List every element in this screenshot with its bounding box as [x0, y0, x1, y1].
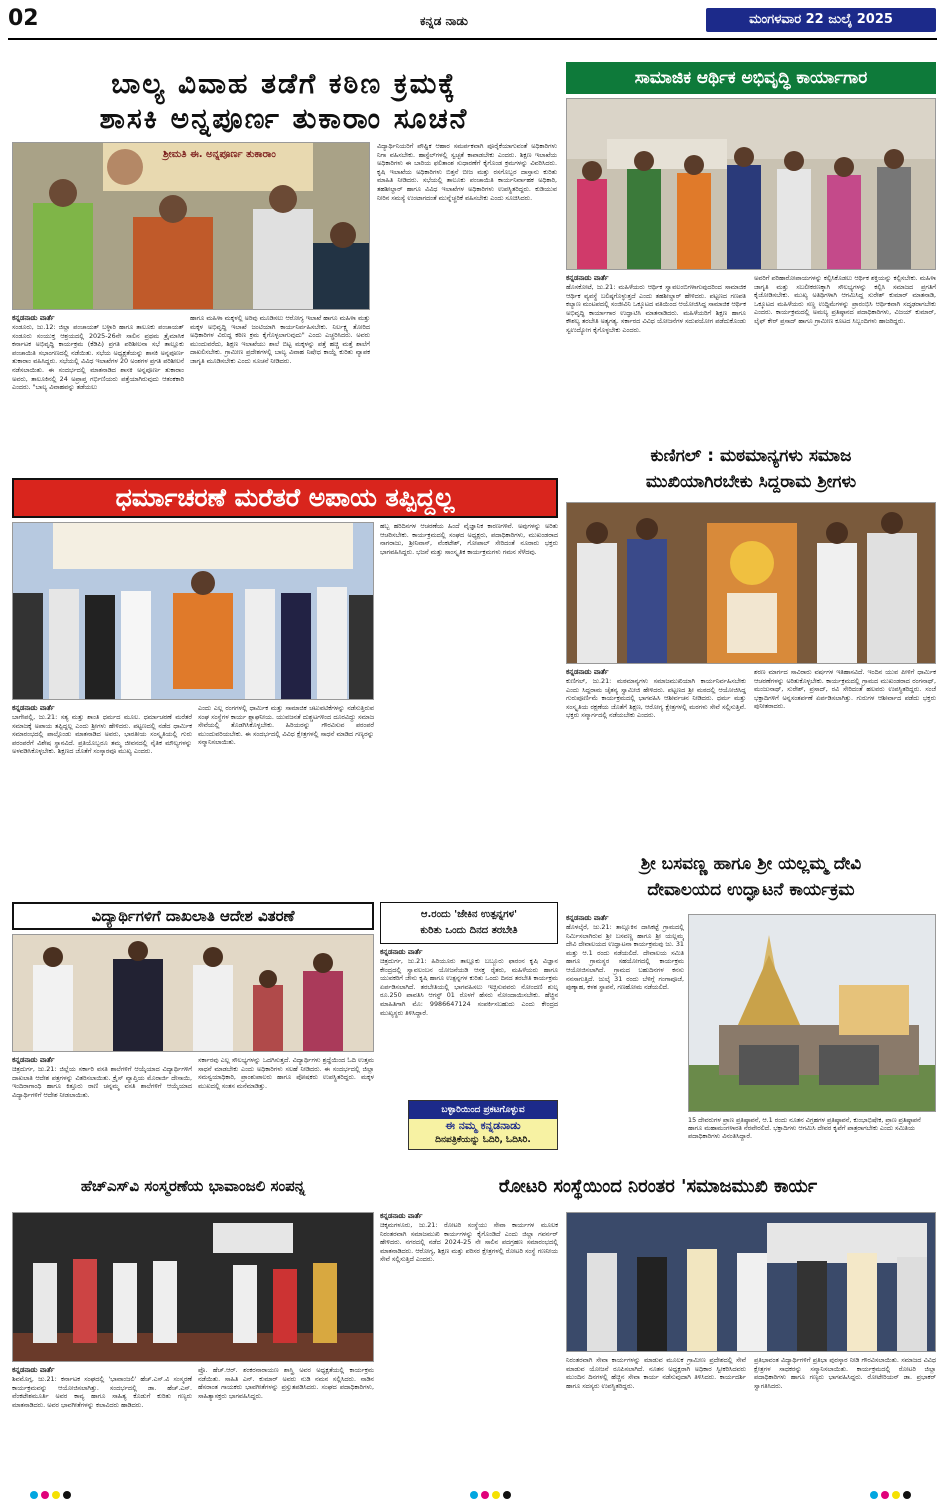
story2-dateline: ಕನ್ನಡನಾಡು ವಾರ್ತೆ	[566, 274, 609, 282]
cyan-dot	[870, 1491, 878, 1499]
story5-headline	[566, 848, 936, 906]
story3-column-1	[566, 668, 746, 844]
registration-marks-right	[870, 1484, 914, 1503]
story7-headline	[380, 902, 558, 944]
issue-date: ಮಂಗಳವಾರ 22 ಜುಲೈ 2025	[706, 8, 936, 32]
story2-column-2: ಅವರಿಗೆ ಪರಿಹಾರೋಪಾಯಗಳನ್ನು ಕಲ್ಪಿಸಿಕೊಡಲು ಆರ್ಥಿಕ ಶಕ್ತಿಯನ್ನು ಕಲ್ಪಿಸಬೇಕು. ಮಹಿಳಾ ಜಾಗೃತಿ ಮತ್ತು ಸಬಲೀಕರಣಕ್ಕಾಗಿ ಸೌಲಭ್ಯಗಳನ್ನು ಕಲ್ಪಿಸಿ ಸಮಾಜದ ಪ್ರಗತಿಗೆ ಕೈಜೋಡಿಸಬೇಕು. ಮುಖ್ಯ ಅತಿಥಿಗಳಾಗಿ ಆಗಮಿಸಿದ್ದ ಸುರೇಶ್ ಕುಮಾರ್ ಮಾತನಾಡಿ, ಒಕ್ಕೂಟದ ಮಹಿಳೆಯರು ಸಣ್ಣ ಉದ್ದಿಮೆಗಳನ್ನು ಪ್ರಾರಂಭಿಸಿ ಆರ್ಥಿಕವಾಗಿ ಸದೃಢರಾಗಬೇಕು ಎಂದರು. ಕಾರ್ಯಕ್ರಮದಲ್ಲಿ ಅಮಲ್ಯ ಪ್ರತಿಷ್ಠಾನದ ಪದಾಧಿಕಾರಿಗಳು, ವಿಜಯ್ ಕುಮಾರ್, ಲೈಫ್ ಕೇರ್ ಪ್ರಸಾದ್ ಹಾಗೂ ಗ್ರಾಮೀಣ ಕೂಟದ ಸಿಬ್ಬಂದಿಗಳು ಹಾಜರಿದ್ದರು.	[754, 274, 936, 325]
story3-body-1: ಕುಣಿಗಲ್, ಜು.21: ಮಠಮಾನ್ಯಗಳು ಸಮಾಜಮುಖಿಯಾಗಿ ಕಾರ್ಯನಿರ್ವಹಿಸಬೇಕು ಎಂದು ಸಿದ್ದರಾಮ ಚೈತನ್ಯ ಸ್ವಾಮೀಜಿ ಹೇಳಿದರು. ಪಟ್ಟಣದ ಶ್ರೀ ಮಠದಲ್ಲಿ ಆಯೋಜಿಸಿದ್ದ ಗುರುಪೂರ್ಣಿಮೆ ಕಾರ್ಯಕ್ರಮದಲ್ಲಿ ಭಾಗವಹಿಸಿ ಆಶೀರ್ವಚನ ನೀಡಿದರು. ಧರ್ಮ ಮತ್ತು ಸಂಸ್ಕೃತಿಯ ರಕ್ಷಣೆಯ ಜೊತೆಗೆ ಶಿಕ್ಷಣ, ಆರೋಗ್ಯ ಕ್ಷೇತ್ರಗಳಲ್ಲಿ ಮಠಗಳು ಸೇವೆ ಸಲ್ಲಿಸುತ್ತಿವೆ. ಭಕ್ತರು ಸನ್ಮಾರ್ಗದಲ್ಲಿ ನಡೆಯಬೇಕು ಎಂದರು.	[566, 677, 746, 720]
magenta-dot	[41, 1491, 49, 1499]
story9-body-1: ಚಿಕ್ಕಮಗಳೂರು, ಜು.21: ರೋಟರಿ ಸಂಸ್ಥೆಯು ಸೇವಾ ಕಾರ್ಯಗಳ ಮೂಲಕ ನಿರಂತರವಾಗಿ ಸಮಾಜಮುಖಿ ಕಾರ್ಯಗಳನ್ನು ಕೈಗೊಂಡಿದೆ ಎಂದು ಜಿಲ್ಲಾ ಗವರ್ನರ್ ಹೇಳಿದರು. ನಗರದಲ್ಲಿ ನಡೆದ 2024-25 ನೇ ಸಾಲಿನ ಪದಗ್ರಹಣ ಸಮಾರಂಭದಲ್ಲಿ ಮಾತನಾಡಿದರು. ಆರೋಗ್ಯ, ಶಿಕ್ಷಣ ಮತ್ತು ಪರಿಸರ ಕ್ಷೇತ್ರಗಳಲ್ಲಿ ರೋಟರಿ ಸಂಸ್ಥೆ ಗಣನೀಯ ಸೇವೆ ಸಲ್ಲಿಸುತ್ತಿದೆ ಎಂದರು.	[380, 1221, 558, 1264]
story8-body-1: ಶಿವಮೊಗ್ಗ, ಜು.21: ಕರ್ನಾಟಕ ಸಂಘದಲ್ಲಿ 'ಭಾವಾಂಜಲಿ' ಹೆಚ್.ಎಸ್.ವಿ ಸಂಸ್ಮರಣೆ ಕಾರ್ಯಕ್ರಮವನ್ನು ಆಯೋಜಿಸಲಾಗಿತ್ತು. ಸಂದರ್ಭದಲ್ಲಿ ಡಾ. ಹೆಚ್.ಎಸ್. ವೆಂಕಟೇಶಮೂರ್ತಿ ಅವರ ಕಾವ್ಯ ಹಾಗೂ ಸಾಹಿತ್ಯ ಕೊಡುಗೆ ಕುರಿತು ಗಣ್ಯರು ಮಾತನಾಡಿದರು. ಅವರ ಭಾವಗೀತೆಗಳನ್ನು ಕಲಾವಿದರು ಹಾಡಿದರು.	[12, 1375, 192, 1409]
story3-photo	[566, 502, 936, 664]
story7-headline-line2: ಕುರಿತು ಒಂದು ದಿನದ ತರಬೇತಿ	[420, 925, 518, 936]
story8-photo	[12, 1212, 374, 1362]
story3-headline-line2: ಮುಖಿಯಾಗಿರಬೇಕು ಸಿದ್ದರಾಮ ಶ್ರೀಗಳು	[645, 472, 857, 492]
story2-headline: ಸಾಮಾಜಿಕ ಆರ್ಥಿಕ ಅಭಿವೃದ್ಧಿ ಕಾರ್ಯಾಗಾರ	[566, 62, 936, 94]
story5-headline-line1: ಶ್ರೀ ಬಸವಣ್ಣ ಹಾಗೂ ಶ್ರೀ ಯಲ್ಲಮ್ಮ ದೇವಿ	[640, 854, 862, 874]
story5-column-1	[566, 914, 684, 1146]
black-dot	[903, 1491, 911, 1499]
story5-temple-photo	[688, 914, 936, 1112]
story4-body-1: ಬಾಗೇಪಲ್ಲಿ, ಜು.21: ಸತ್ಯ ಮತ್ತು ಶಾಂತಿ ಧರ್ಮದ ಮೂಲ. ಧರ್ಮಾಚರಣೆ ಮರೆತರೆ ಸಮಾಜಕ್ಕೆ ಅಪಾಯ ತಪ್ಪಿದ್ದಲ್ಲ ಎಂದು ಶ್ರೀಗಳು ಹೇಳಿದರು. ಪಟ್ಟಣದಲ್ಲಿ ನಡೆದ ಧಾರ್ಮಿಕ ಸಮಾರಂಭದಲ್ಲಿ ಪಾಲ್ಗೊಂಡು ಮಾತನಾಡಿದ ಅವರು, ಭಾರತೀಯ ಸಂಸ್ಕೃತಿಯಲ್ಲಿ ಗುರು ಪರಂಪರೆಗೆ ವಿಶೇಷ ಸ್ಥಾನವಿದೆ. ಪ್ರತಿಯೊಬ್ಬರೂ ತಮ್ಮ ಜೀವನದಲ್ಲಿ ನೈತಿಕ ಮೌಲ್ಯಗಳನ್ನು ಅಳವಡಿಸಿಕೊಳ್ಳಬೇಕು. ಶಿಕ್ಷಣದ ಜೊತೆಗೆ ಸಂಸ್ಕಾರವೂ ಮುಖ್ಯ ಎಂದರು.	[12, 713, 192, 756]
story8-column-1	[12, 1366, 192, 1458]
story2-body-1: ಹೊಸಕೋಟೆ, ಜು.21: ಮಹಿಳೆಯರು ಆರ್ಥಿಕ ಸ್ವಾವಲಂಬಿಗಳಾಗುವುದರಿಂದ ಸಾಮಾಜಿಕ ಆರ್ಥಿಕ ವ್ಯವಸ್ಥೆ ಬಲಿಷ್ಠಗೊಳ್ಳುತ್ತದೆ ಎಂದು ತಹಶೀಲ್ದಾರ್ ಹೇಳಿದರು. ಪಟ್ಟಣದ ಗಣಪತಿ ಕಲ್ಯಾಣ ಮಂಟಪದಲ್ಲಿ ಸಂಜೀವಿನಿ ಒಕ್ಕೂಟದ ವತಿಯಿಂದ ಆಯೋಜಿಸಿದ್ದ ಸಾಮಾಜಿಕ ಆರ್ಥಿಕ ಅಭಿವೃದ್ಧಿ ಕಾರ್ಯಾಗಾರ ಉದ್ಘಾಟಿಸಿ ಮಾತನಾಡಿದರು. ಮಹಿಳೆಯರಿಗೆ ಶಿಕ್ಷಣ ಹಾಗೂ ಕೌಶಲ್ಯ ತರಬೇತಿ ಅತ್ಯಗತ್ಯ. ಸರ್ಕಾರದ ವಿವಿಧ ಯೋಜನೆಗಳ ಸದುಪಯೋಗ ಪಡೆದುಕೊಂಡು ಸ್ವಉದ್ಯೋಗ ಕೈಗೊಳ್ಳಬೇಕು ಎಂದರು.	[566, 283, 746, 334]
black-dot	[63, 1491, 71, 1499]
story1-headline-line1: ಬಾಲ್ಯ ವಿವಾಹ ತಡೆಗೆ ಕಠಿಣ ಕ್ರಮಕ್ಕೆ	[111, 67, 457, 100]
magenta-dot	[881, 1491, 889, 1499]
header-rule	[8, 38, 937, 40]
story3-dateline: ಕನ್ನಡನಾಡು ವಾರ್ತೆ	[566, 668, 609, 676]
story5-caption: 15 ದೇವರುಗಳ ಪ್ರಾಣ ಪ್ರತಿಷ್ಠಾಪನೆ, ಆ.1 ರಂದು ನೂತನ ವಿಗ್ರಹಗಳ ಪ್ರತಿಷ್ಠಾಪನೆ, ಕುಂಭಾಭಿಷೇಕ, ಪ್ರಾಣ ಪ್ರತಿಷ್ಠಾಪನೆ ಹಾಗೂ ಮಹಾಮಂಗಳಾರತಿ ನೆರವೇರಲಿದೆ. ಭಕ್ತಾದಿಗಳು ಆಗಮಿಸಿ ದೇವರ ಕೃಪೆಗೆ ಪಾತ್ರರಾಗಬೇಕು ಎಂದು ಸಮಿತಿಯ ಪದಾಧಿಕಾರಿಗಳು ವಿನಂತಿಸಿದ್ದಾರೆ.	[688, 1116, 921, 1140]
story6-photo	[12, 934, 374, 1052]
story1-column-3: ವಿದ್ಯಾರ್ಥಿನಿಯರಿಗೆ ಪೌಷ್ಟಿಕ ಆಹಾರ ಸಮರ್ಪಕವಾಗಿ ಪೂರೈಕೆಯಾಗುವಂತೆ ಅಧಿಕಾರಿಗಳು ನಿಗಾ ವಹಿಸಬೇಕು. ಹಾಸ್ಟೆಲ್‌ಗಳಲ್ಲಿ ಸ್ವಚ್ಛತೆ ಕಾಪಾಡಬೇಕು ಎಂದರು. ಶಿಕ್ಷಣ ಇಲಾಖೆಯ ಅಧಿಕಾರಿಗಳು ಈ ಬಾರಿಯ ಫಲಿತಾಂಶ ಸುಧಾರಣೆಗೆ ಕೈಗೊಂಡ ಕ್ರಮಗಳನ್ನು ವಿವರಿಸಿದರು. ಕೃಷಿ ಇಲಾಖೆಯ ಅಧಿಕಾರಿಗಳು ಬಿತ್ತನೆ ಬೀಜ ಮತ್ತು ರಸಗೊಬ್ಬರ ದಾಸ್ತಾನು ಕುರಿತು ಮಾಹಿತಿ ನೀಡಿದರು. ಸಭೆಯಲ್ಲಿ ತಾಲೂಕು ಪಂಚಾಯಿತಿ ಕಾರ್ಯನಿರ್ವಾಹಕ ಅಧಿಕಾರಿ, ತಹಶೀಲ್ದಾರ್ ಹಾಗೂ ವಿವಿಧ ಇಲಾಖೆಗಳ ಅಧಿಕಾರಿಗಳು ಉಪಸ್ಥಿತರಿದ್ದರು. ಕುಡಿಯುವ ನೀರಿನ ಸಮಸ್ಯೆ ಉಂಟಾಗದಂತೆ ಮುನ್ನೆಚ್ಚರಿಕೆ ವಹಿಸಬೇಕು ಎಂದು ಸೂಚಿಸಿದರು.	[377, 142, 557, 202]
story7-headline-line1: ಆ.ರಂದು 'ಜೇಕಿನ ಉತ್ಪನ್ನಗಳ'	[420, 909, 518, 920]
story6-headline: ವಿದ್ಯಾರ್ಥಿಗಳಿಗೆ ದಾಖಲಾತಿ ಆದೇಶ ವಿತರಣೆ	[12, 902, 374, 930]
story4-headline: ಧರ್ಮಾಚರಣೆ ಮರೆತರೆ ಅಪಾಯ ತಪ್ಪಿದ್ದಲ್ಲ	[12, 478, 558, 518]
story4-column-2: ಎಂದು ಎಲ್ಲ ರಂಗಗಳಲ್ಲಿ ಧಾರ್ಮಿಕ ಮತ್ತು ಸಾಮಾಜಿಕ ಚಟುವಟಿಕೆಗಳನ್ನು ನಡೆಸುತ್ತಿರುವ ಸಂಘ ಸಂಸ್ಥೆಗಳ ಕಾರ್ಯ ಶ್ಲಾಘನೀಯ. ಯುವಜನತೆ ದುಶ್ಚಟಗಳಿಂದ ದೂರವಿದ್ದು ಸಮಾಜ ಸೇವೆಯಲ್ಲಿ ತೊಡಗಿಸಿಕೊಳ್ಳಬೇಕು. ಹಿರಿಯರನ್ನು ಗೌರವಿಸುವ ಪರಂಪರೆ ಮುಂದುವರಿಯಬೇಕು. ಈ ಸಂದರ್ಭದಲ್ಲಿ ವಿವಿಧ ಕ್ಷೇತ್ರಗಳಲ್ಲಿ ಸಾಧನೆ ಮಾಡಿದ ಗಣ್ಯರನ್ನು ಸನ್ಮಾನಿಸಲಾಯಿತು.	[198, 704, 374, 747]
cyan-dot	[470, 1491, 478, 1499]
story1-headline	[10, 66, 558, 136]
story6-dateline: ಕನ್ನಡನಾಡು ವಾರ್ತೆ	[12, 1056, 55, 1064]
story7-column-1	[380, 948, 558, 1098]
story5-dateline: ಕನ್ನಡನಾಡು ವಾರ್ತೆ	[566, 914, 609, 922]
story6-column-2: ಸರ್ಕಾರವು ಎಲ್ಲ ಸೌಲಭ್ಯಗಳನ್ನು ಒದಗಿಸುತ್ತದೆ. ವಿದ್ಯಾರ್ಥಿಗಳು ಶ್ರದ್ಧೆಯಿಂದ ಓದಿ ಉತ್ತಮ ಸಾಧನೆ ಮಾಡಬೇಕು ಎಂದು ಅಧಿಕಾರಿಗಳು ಸಲಹೆ ನೀಡಿದರು. ಈ ಸಂದರ್ಭದಲ್ಲಿ ಜಿಲ್ಲಾ ಸಮನ್ವಯಾಧಿಕಾರಿ, ಪ್ರಾಂಶುಪಾಲರು ಹಾಗೂ ಪೋಷಕರು ಉಪಸ್ಥಿತರಿದ್ದರು. ಮಕ್ಕಳ ಮುಖದಲ್ಲಿ ಸಂತಸ ಮನೆಮಾಡಿತ್ತು.	[198, 1056, 374, 1090]
story4-photo	[12, 522, 374, 700]
yellow-dot	[52, 1491, 60, 1499]
magenta-dot	[481, 1491, 489, 1499]
story3-column-2: ಶರಣ ಮಾರ್ಗದ ಸಾವಿರಾರು ವರ್ಷಗಳ ಇತಿಹಾಸವಿದೆ. ಇಂದಿನ ಯುವ ಪೀಳಿಗೆ ಧಾರ್ಮಿಕ ಆಚರಣೆಗಳನ್ನು ಅರಿತುಕೊಳ್ಳಬೇಕು. ಕಾರ್ಯಕ್ರಮದಲ್ಲಿ ಗ್ರಾಮದ ಮುಖಂಡರಾದ ರಂಗನಾಥ್, ಮಂಜುನಾಥ್, ಸುರೇಶ್, ಪ್ರಸಾದ್, ರವಿ ಸೇರಿದಂತೆ ಹಲವರು ಉಪಸ್ಥಿತರಿದ್ದರು. ಸಂಜೆ ಭಕ್ತಾದಿಗಳಿಗೆ ಅನ್ನಸಂತರ್ಪಣೆ ಏರ್ಪಡಿಸಲಾಗಿತ್ತು. ಗುರುಗಳ ಆಶೀರ್ವಾದ ಪಡೆದು ಭಕ್ತರು ಪುನೀತರಾದರು.	[754, 668, 936, 711]
black-dot	[503, 1491, 511, 1499]
story1-column-1	[12, 314, 184, 470]
story4-dateline: ಕನ್ನಡನಾಡು ವಾರ್ತೆ	[12, 704, 55, 712]
promo-ad-line3: ದಿನಪತ್ರಿಕೆಯನ್ನು ಓದಿರಿ, ಓದಿಸಿರಿ.	[435, 1135, 531, 1145]
story5-headline-line2: ದೇವಾಲಯದ ಉದ್ಘಾಟನೆ ಕಾರ್ಯಕ್ರಮ	[647, 880, 855, 900]
registration-marks-left	[30, 1484, 74, 1503]
story9-column-3: ಪ್ರತಿಭಾವಂತ ವಿದ್ಯಾರ್ಥಿಗಳಿಗೆ ಪ್ರತಿಭಾ ಪುರಸ್ಕಾರ ನೀಡಿ ಗೌರವಿಸಲಾಯಿತು. ಸಮಾಜದ ವಿವಿಧ ಕ್ಷೇತ್ರಗಳ ಸಾಧಕರನ್ನು ಸನ್ಮಾನಿಸಲಾಯಿತು. ಕಾರ್ಯಕ್ರಮದಲ್ಲಿ ರೋಟರಿ ಜಿಲ್ಲಾ ಪದಾಧಿಕಾರಿಗಳು ಹಾಗೂ ಗಣ್ಯರು ಭಾಗವಹಿಸಿದ್ದರು. ರೋಟೇರಿಯನ್ ಡಾ. ಪ್ರಭಾಕರ್ ಸ್ವಾಗತಿಸಿದರು.	[754, 1356, 936, 1390]
story2-photo	[566, 98, 936, 270]
story9-photo	[566, 1212, 936, 1352]
cyan-dot	[30, 1491, 38, 1499]
promo-ad	[408, 1100, 558, 1150]
promo-ad-line2: ಈ ನಮ್ಮ ಕನ್ನಡನಾಡು	[445, 1119, 521, 1132]
story1-body-1: ಸಂಡೂರು, ಜು.12: ಜಿಲ್ಲಾ ಪಂಚಾಯತ್ ಬಳ್ಳಾರಿ ಹಾಗೂ ತಾಲೂಕು ಪಂಚಾಯತ್ ಸಂಡೂರು ಸಂಯುಕ್ತ ಆಶ್ರಯದಲ್ಲಿ 2025-26ನೇ ಸಾಲಿನ ಪ್ರಥಮ ತ್ರೈಮಾಸಿಕ ಕರ್ನಾಟಕ ಅಭಿವೃದ್ಧಿ ಕಾರ್ಯಕ್ರಮ (ಕೆಡಿಪಿ) ಪ್ರಗತಿ ಪರಿಶೀಲನಾ ಸಭೆ ತಾಲ್ಲೂಕು ಪಂಚಾಯಿತಿ ಸಭಾಂಗಣದಲ್ಲಿ ನಡೆಯಿತು. ಸಭೆಯ ಅಧ್ಯಕ್ಷತೆಯನ್ನು ಶಾಸಕಿ ಅನ್ನಪೂರ್ಣ ತುಕಾರಾಂ ವಹಿಸಿದ್ದರು. ಸಭೆಯಲ್ಲಿ ವಿವಿಧ ಇಲಾಖೆಗಳ 20 ಅಂಶಗಳ ಪ್ರಗತಿ ಪರಿಶೀಲನೆ ನಡೆಸಲಾಯಿತು. ಈ ಸಂದರ್ಭದಲ್ಲಿ ಮಾತನಾಡಿದ ಶಾಸಕಿ ಅನ್ನಪೂರ್ಣ ತುಕಾರಾಂ ಅವರು, ತಾಲೂಕಿನಲ್ಲಿ 24 ಅಪ್ರಾಪ್ತ ಗರ್ಭಿಣಿಯರು ಪತ್ತೆಯಾಗಿರುವುದು ಆತಂಕಕಾರಿ ಎಂದರು. "ಬಾಲ್ಯ ವಿವಾಹವನ್ನು ತಡೆಯಲು	[12, 323, 184, 392]
story9-column-1	[380, 1212, 558, 1458]
story3-headline	[566, 440, 936, 498]
story9-headline: ರೋಟರಿ ಸಂಸ್ಥೆಯಿಂದ ನಿರಂತರ 'ಸಮಾಜಮುಖಿ ಕಾರ್ಯ	[380, 1166, 936, 1206]
story9-column-2: ನಿರಂತರವಾಗಿ ಸೇವಾ ಕಾರ್ಯಗಳನ್ನು ಮಾಡುವ ಮೂಲಕ ಗ್ರಾಮೀಣ ಪ್ರದೇಶದಲ್ಲಿ ಸೇವೆ ಮಾಡುವ ಯೋಜನೆ ರೂಪಿಸಲಾಗಿದೆ. ನೂತನ ಅಧ್ಯಕ್ಷರಾಗಿ ಅಧಿಕಾರ ಸ್ವೀಕರಿಸಿದವರು ಮುಂದಿನ ದಿನಗಳಲ್ಲಿ ಹೆಚ್ಚಿನ ಸೇವಾ ಕಾರ್ಯ ನಡೆಸುವುದಾಗಿ ತಿಳಿಸಿದರು. ಕಾರ್ಯದರ್ಶಿ ಹಾಗೂ ಸದಸ್ಯರು ಉಪಸ್ಥಿತರಿದ್ದರು.	[566, 1356, 746, 1390]
story4-column-1	[12, 704, 192, 896]
story1-headline-line2: ಶಾಸಕಿ ಅನ್ನಪೂರ್ಣ ತುಕಾರಾಂ ಸೂಚನೆ	[99, 102, 469, 135]
story1-photo-banner: ಶ್ರೀಮತಿ ಈ. ಅನ್ನಪೂರ್ಣ ತುಕಾರಾಂ	[163, 149, 276, 160]
story6-column-1	[12, 1056, 192, 1160]
masthead: ಕನ್ನಡ ನಾಡು	[420, 14, 468, 28]
yellow-dot	[892, 1491, 900, 1499]
promo-ad-line1: ಬಳ್ಳಾರಿಯಿಂದ ಪ್ರಕಟಗೊಳ್ಳುವ	[409, 1101, 557, 1119]
story7-dateline: ಕನ್ನಡನಾಡು ವಾರ್ತೆ	[380, 948, 423, 956]
story1-photo	[12, 142, 370, 310]
yellow-dot	[492, 1491, 500, 1499]
story5-body-1: ಹೊಳಲ್ಕೆರೆ, ಜು.21: ತಾಲ್ಲೂಕಿನ ದಾಸಿಕಟ್ಟೆ ಗ್ರಾಮದಲ್ಲಿ ನಿರ್ಮಿಸಲಾಗಿರುವ ಶ್ರೀ ಬಸವಣ್ಣ ಹಾಗೂ ಶ್ರೀ ಯಲ್ಲಮ್ಮ ದೇವಿ ದೇವಾಲಯದ ಉದ್ಘಾಟನಾ ಕಾರ್ಯಕ್ರಮವು ಜು. 31 ಮತ್ತು ಆ.1 ರಂದು ನಡೆಯಲಿದೆ. ದೇವಾಲಯ ಸಮಿತಿ ಹಾಗೂ ಗ್ರಾಮಸ್ಥರ ಸಹಯೋಗದಲ್ಲಿ ಕಾರ್ಯಕ್ರಮ ಆಯೋಜಿಸಲಾಗಿದೆ. ಗ್ರಾಮದ ಬಹುದಿನಗಳ ಕನಸು ನನಸಾಗುತ್ತಿದೆ. ಜುಲೈ 31 ರಂದು ಬೆಳಿಗ್ಗೆ ಗಂಗಾಪೂಜೆ, ಪುಣ್ಯಾಹ, ಕಳಶ ಸ್ಥಾಪನೆ, ಗಣಹೋಮ ನಡೆಯಲಿದೆ.	[566, 923, 684, 992]
registration-marks-center	[470, 1484, 514, 1503]
story8-dateline: ಕನ್ನಡನಾಡು ವಾರ್ತೆ	[12, 1366, 55, 1374]
story8-headline: ಹೆಚ್‌ಎಸ್‌ವಿ ಸಂಸ್ಮರಣೆಯ ಭಾವಾಂಜಲಿ ಸಂಪನ್ನ	[12, 1166, 374, 1206]
story1-dateline: ಕನ್ನಡನಾಡು ವಾರ್ತೆ	[12, 314, 55, 322]
story8-column-2: ಪ್ರೊ. ಹೆಚ್.ಆರ್. ಶಂಕರನಾರಾಯಣ ಶಾಸ್ತ್ರಿ ಅವರ ಅಧ್ಯಕ್ಷತೆಯಲ್ಲಿ ಕಾರ್ಯಕ್ರಮ ನಡೆಯಿತು. ಸಾಹಿತಿ ಎನ್. ಕುಮಾರ್ ಅವರು ನುಡಿ ನಮನ ಸಲ್ಲಿಸಿದರು. ನಾಡಿನ ಹೆಸರಾಂತ ಗಾಯಕರು ಭಾವಗೀತೆಗಳನ್ನು ಪ್ರಸ್ತುತಪಡಿಸಿದರು. ಸಂಘದ ಪದಾಧಿಕಾರಿಗಳು, ಸಾಹಿತ್ಯಾಸಕ್ತರು ಭಾಗವಹಿಸಿದ್ದರು.	[198, 1366, 374, 1400]
story1-column-2: ಹಾಗೂ ಮಹಿಳಾ ಮಕ್ಕಳಲ್ಲಿ ಅರಿವು ಮೂಡಿಸಲು ಆರೋಗ್ಯ ಇಲಾಖೆ ಹಾಗೂ ಮಹಿಳಾ ಮತ್ತು ಮಕ್ಕಳ ಅಭಿವೃದ್ಧಿ ಇಲಾಖೆ ಜಂಟಿಯಾಗಿ ಕಾರ್ಯನಿರ್ವಹಿಸಬೇಕು. ನಿರ್ಲಕ್ಷ್ಯ ತೋರಿದ ಅಧಿಕಾರಿಗಳ ವಿರುದ್ಧ ಕಠಿಣ ಕ್ರಮ ಕೈಗೊಳ್ಳಲಾಗುವುದು" ಎಂದು ಎಚ್ಚರಿಸಿದರು. ಅವರು ಮುಂದುವರೆದು, ಶಿಕ್ಷಣ ಇಲಾಖೆಯು ಶಾಲೆ ಬಿಟ್ಟ ಮಕ್ಕಳನ್ನು ಪತ್ತೆ ಹಚ್ಚಿ ಮತ್ತೆ ಶಾಲೆಗೆ ದಾಖಲಿಸಬೇಕು. ಗ್ರಾಮೀಣ ಪ್ರದೇಶಗಳಲ್ಲಿ ಬಾಲ್ಯ ವಿವಾಹ ನಿಷೇಧ ಕಾಯ್ದೆ ಕುರಿತು ವ್ಯಾಪಕ ಜಾಗೃತಿ ಮೂಡಿಸಬೇಕು ಎಂದು ಸೂಚನೆ ನೀಡಿದರು.	[190, 314, 370, 365]
page-number: 02	[8, 6, 39, 31]
story3-headline-line1: ಕುಣಿಗಲ್ : ಮಠಮಾನ್ಯಗಳು ಸಮಾಜ	[650, 446, 852, 466]
story7-body-1: ಚಿತ್ರದುರ್ಗ, ಜು.21: ಹಿರಿಯೂರು ತಾಲ್ಲೂಕು ಬಬ್ಬೂರು ಫಾರಂನ ಕೃಷಿ ವಿಜ್ಞಾನ ಕೇಂದ್ರದಲ್ಲಿ ಸ್ವಾವಲಂಬನ ಯೋಜನೆಯಡಿ ಆಸಕ್ತ ರೈತರು, ಮಹಿಳೆಯರು ಹಾಗೂ ಯುವಕರಿಗೆ ಜೇನು ಕೃಷಿ ಹಾಗೂ ಉತ್ಪನ್ನಗಳ ಕುರಿತು ಒಂದು ದಿನದ ತರಬೇತಿ ಕಾರ್ಯಕ್ರಮ ಏರ್ಪಡಿಸಲಾಗಿದೆ. ತರಬೇತಿಯಲ್ಲಿ ಭಾಗವಹಿಸಲು ಇಚ್ಛಿಸುವವರು ನೋಂದಣಿ ಶುಲ್ಕ ರೂ.250 ಪಾವತಿಸಿ ಆಗಸ್ಟ್ 01 ರೊಳಗೆ ಹೆಸರು ನೋಂದಾಯಿಸಬೇಕು. ಹೆಚ್ಚಿನ ಮಾಹಿತಿಗಾಗಿ ಮೊ: 9986647124 ಸಂಪರ್ಕಿಸಬಹುದು ಎಂದು ಕೇಂದ್ರದ ಮುಖ್ಯಸ್ಥರು ತಿಳಿಸಿದ್ದಾರೆ.	[380, 957, 558, 1017]
story4-column-3: ಹಬ್ಬ ಹರಿದಿನಗಳ ಆಚರಣೆಯ ಹಿಂದೆ ವೈಜ್ಞಾನಿಕ ಕಾರಣಗಳಿವೆ. ಅವುಗಳನ್ನು ಅರಿತು ಆಚರಿಸಬೇಕು. ಕಾರ್ಯಕ್ರಮದಲ್ಲಿ ಸಂಘದ ಅಧ್ಯಕ್ಷರು, ಪದಾಧಿಕಾರಿಗಳು, ಮುಖಂಡರಾದ ನಾಗರಾಜು, ಶ್ರೀನಿವಾಸ್, ವೆಂಕಟೇಶ್, ಗೋಪಾಲ್ ಸೇರಿದಂತೆ ನೂರಾರು ಭಕ್ತರು ಭಾಗವಹಿಸಿದ್ದರು. ಭಜನೆ ಮತ್ತು ಸಾಂಸ್ಕೃತಿಕ ಕಾರ್ಯಕ್ರಮಗಳು ಗಮನ ಸೆಳೆದವು.	[380, 522, 558, 556]
story6-body-1: ಚಿತ್ರದುರ್ಗ, ಜು.21: ಜಿಲ್ಲೆಯ ಸರ್ಕಾರಿ ವಸತಿ ಶಾಲೆಗಳಿಗೆ ಆಯ್ಕೆಯಾದ ವಿದ್ಯಾರ್ಥಿಗಳಿಗೆ ದಾಖಲಾತಿ ಆದೇಶ ಪತ್ರಗಳನ್ನು ವಿತರಿಸಲಾಯಿತು. ಕ್ರೈಸ್ ವ್ಯಾಪ್ತಿಯ ಮೊರಾರ್ಜಿ ದೇಸಾಯಿ, ಇಂದಿರಾಗಾಂಧಿ ಹಾಗೂ ಕಿತ್ತೂರು ರಾಣಿ ಚನ್ನಮ್ಮ ವಸತಿ ಶಾಲೆಗಳಿಗೆ ಆಯ್ಕೆಯಾದ ವಿದ್ಯಾರ್ಥಿಗಳಿಗೆ ಆದೇಶ ನೀಡಲಾಯಿತು.	[12, 1065, 192, 1099]
story9-dateline: ಕನ್ನಡನಾಡು ವಾರ್ತೆ	[380, 1212, 423, 1220]
